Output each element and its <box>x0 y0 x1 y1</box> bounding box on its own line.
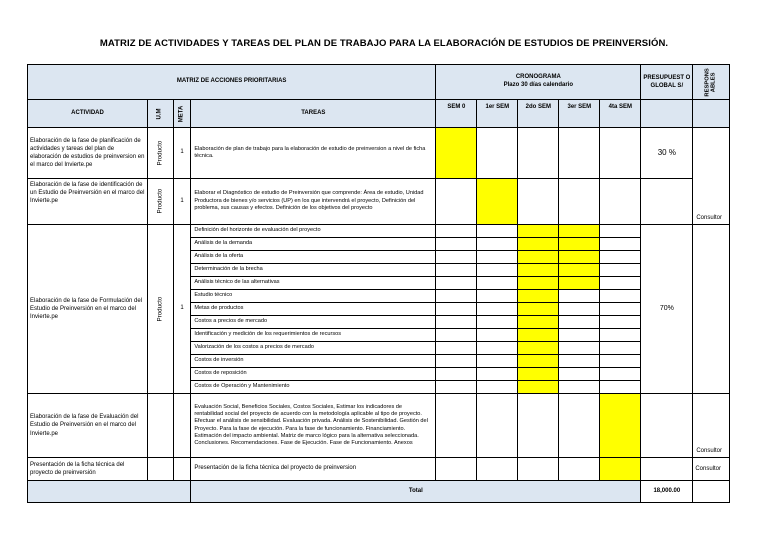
responsables-header-blank <box>693 100 730 128</box>
task-item: Costos a precios de mercado <box>191 316 436 329</box>
activities-matrix-table <box>27 64 730 503</box>
um-cell: Producto <box>148 179 174 225</box>
schedule-cell-highlight <box>477 179 518 225</box>
task-item: Análisis de la oferta <box>191 251 436 264</box>
task-item: Costos de inversión <box>191 355 436 368</box>
week-header-1: 1er SEM <box>477 100 518 128</box>
matriz-header: MATRIZ DE ACCIONES PRIORITARIAS <box>28 65 436 100</box>
activity-presentacion: Presentación de la ficha técnica del proyecto de preinversión <box>28 458 148 481</box>
activity-evaluacion: Elaboración de la fase de Evaluación del Estudio de Preinversión en el marco del Invierte.pe <box>28 394 148 458</box>
schedule-cell-highlight <box>518 225 559 238</box>
formulacion-task-row <box>28 225 730 238</box>
tareas-header: TAREAS <box>191 100 436 128</box>
task-presentacion: Presentación de la ficha técnica del proyecto de preinversion <box>191 458 436 481</box>
task-item: Definición del horizonte de evaluación del proyecto <box>191 225 436 238</box>
um-cell: Producto <box>148 225 174 394</box>
total-label: Total <box>191 481 641 503</box>
header-row-1 <box>28 65 730 100</box>
um-header <box>148 100 174 128</box>
cronograma-subtitle: Plazo 30 días calendario <box>503 82 574 88</box>
task-item: Costos de Operación y Mantenimiento <box>191 381 436 394</box>
header-row-2 <box>28 100 730 128</box>
meta-label: META <box>178 105 185 122</box>
responsable-consultor-3: Consultor <box>693 458 730 481</box>
um-label: U.M <box>156 108 163 119</box>
week-header-3: 3er SEM <box>559 100 600 128</box>
responsables-label: RESPONS ABLES <box>704 67 718 97</box>
activity-identificacion: Elaboración de la fase de identificación de un Estudio de Preinversión en el marco del Invierte.pe <box>28 179 148 225</box>
meta-header <box>173 100 191 128</box>
week-header-2: 2do SEM <box>518 100 559 128</box>
task-item: Metas de productos <box>191 303 436 316</box>
meta-cell: 1 <box>173 225 191 394</box>
responsable-consultor-1: Consultor <box>693 128 730 225</box>
presupuesto-30: 30 % <box>641 128 693 179</box>
task-diagnostico: Elaborar el Diagnóstico de estudio de Preinversión que comprende: Área de estudio, Unidad Productora de bienes y/o servicios (UP) en los que intervendrá el proyecto, Definición del problema, sus causas y efectos. Definición de los objetivos del proyecto <box>191 179 436 225</box>
task-item: Identificación y medición de los requerimientos de recursos <box>191 329 436 342</box>
task-item: Análisis técnico de las alternativas <box>191 277 436 290</box>
presupuesto-70: 70% <box>641 225 693 394</box>
task-item: Análisis de la demanda <box>191 238 436 251</box>
task-plan-trabajo: Elaboración de plan de trabajo para la elaboración de estudio de preinversion a nivel de ficha técnica. <box>191 128 436 179</box>
schedule-cell-highlight <box>559 225 600 238</box>
week-header-4: 4ta SEM <box>600 100 641 128</box>
meta-cell: 1 <box>173 128 191 179</box>
responsables-header <box>693 65 730 100</box>
activity-row-identificacion <box>28 179 730 225</box>
activity-row-planificacion <box>28 128 730 179</box>
schedule-cell-highlight <box>600 394 641 458</box>
presupuesto-header: PRESUPUEST O GLOBAL S/ <box>641 65 693 100</box>
total-value: 18,000.00 <box>641 481 693 503</box>
meta-cell: 1 <box>173 179 191 225</box>
total-row <box>28 481 730 503</box>
task-item: Estudio técnico <box>191 290 436 303</box>
week-header-0: SEM 0 <box>436 100 477 128</box>
schedule-cell-highlight <box>600 458 641 481</box>
activity-formulacion: Elaboración de la fase de Formulación del Estudio de Preinversión en el marco del Invierte.pe <box>28 225 148 394</box>
activity-row-presentacion <box>28 458 730 481</box>
task-item: Valorización de los costos a precios de mercado <box>191 342 436 355</box>
task-item: Costos de reposición <box>191 368 436 381</box>
document-title: MATRIZ DE ACTIVIDADES Y TAREAS DEL PLAN DE TRABAJO PARA LA ELABORACIÓN DE ESTUDIOS DE PREINVERSIÓN. <box>99 38 669 49</box>
task-item: Determinación de la brecha <box>191 264 436 277</box>
schedule-cell-highlight <box>436 128 477 179</box>
task-evaluacion: Evaluación Social, Beneficios Sociales, Costos Sociales, Estimar los indicadores de rentabilidad social del proyecto de acuerdo con la metodología aplicable al tipo de proyecto. Efectuar el análisis de sensibilidad. Evaluación privada. Análisis de Sostenibilidad. Gestión del Proyecto. Para la fase de ejecución. Para la fase de funcionamiento. Financiamiento. Estimación del impacto ambiental. Matriz de marco lógico para la alternativa seleccionada. Conclusiones. Recomendaciones. Fase de Ejecución. Fase de Funcionamiento. Anexos <box>191 394 436 458</box>
cronograma-title: CRONOGRAMA <box>515 74 561 81</box>
activity-planificacion: Elaboración de la fase de planificación de actividades y tareas del plan de elaboración de estudios de preinversion en el marco del Invierte.pe <box>28 128 148 179</box>
responsable-consultor-2: Consultor <box>693 394 730 458</box>
cronograma-header <box>436 65 641 100</box>
presupuesto-header-blank <box>641 100 693 128</box>
um-cell: Producto <box>148 128 174 179</box>
actividad-header: ACTIVIDAD <box>28 100 148 128</box>
activity-row-evaluacion <box>28 394 730 458</box>
